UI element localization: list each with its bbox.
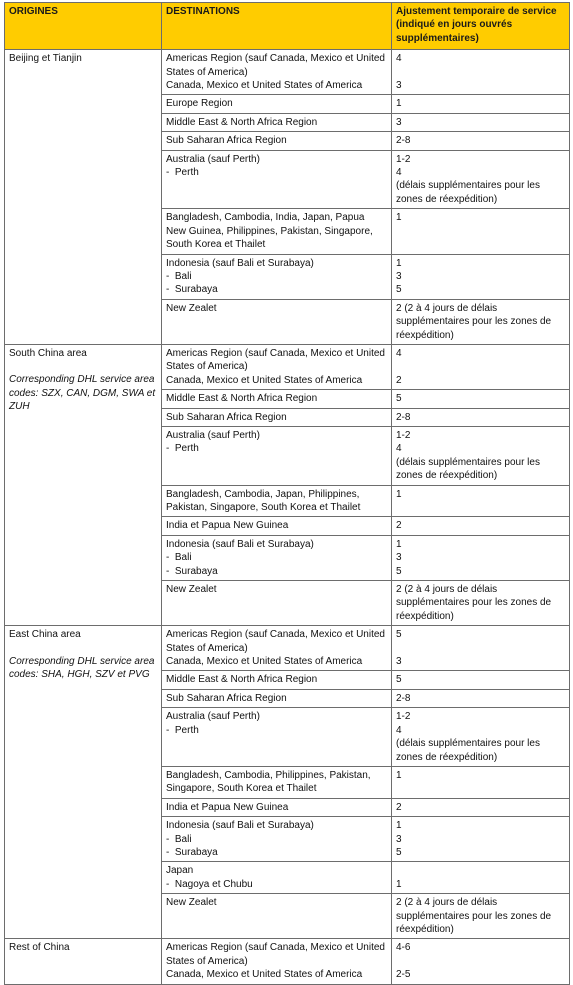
adjustment-cell	[392, 254, 570, 299]
adjustment-value: 4	[396, 167, 402, 179]
origin-cell	[5, 50, 162, 345]
table-header-row	[5, 3, 570, 50]
adjustment-value: 2	[396, 801, 402, 813]
adjustment-cell	[392, 344, 570, 389]
adjustment-value	[396, 66, 565, 79]
adjustment-cell	[392, 390, 570, 408]
destination-cell	[162, 95, 392, 113]
adjustment-value: 2	[396, 374, 402, 386]
destination-cell	[162, 671, 392, 689]
adjustment-cell	[392, 894, 570, 939]
adjustment-value: 1	[396, 878, 402, 890]
adjustment-cell	[392, 626, 570, 671]
destination-line: - Perth	[166, 167, 199, 179]
destination-cell	[162, 390, 392, 408]
header-origins: ORIGINES	[5, 3, 162, 50]
adjustment-value: 5	[396, 846, 402, 858]
adjustment-value: 5	[396, 629, 402, 641]
origin-area-codes-note: Corresponding DHL service area codes: SZX, CAN, DGM, SWA et ZUH	[9, 374, 156, 413]
adjustment-value: 1	[396, 538, 402, 550]
adjustment-value: (délais supplémentaires pour les zones de réexpédition)	[396, 180, 543, 205]
adjustment-cell	[392, 862, 570, 894]
destination-line: Sub Saharan Africa Region	[166, 411, 287, 423]
adjustment-cell	[392, 113, 570, 131]
destination-cell	[162, 485, 392, 517]
adjustment-cell	[392, 150, 570, 209]
adjustment-value: 2 (2 à 4 jours de délais supplémentaires pour les zones de réexpédition)	[396, 584, 554, 622]
destination-line: - Surabaya	[166, 846, 218, 858]
destination-line: India et Papua New Guinea	[166, 801, 289, 813]
destination-cell	[162, 50, 392, 95]
adjustment-cell	[392, 50, 570, 95]
table-row	[5, 50, 570, 95]
destination-line: Bangladesh, Cambodia, Philippines, Pakistan, Singapore, South Korea et Thailet	[166, 769, 374, 795]
adjustment-cell	[392, 132, 570, 150]
table-row	[5, 939, 570, 984]
adjustment-cell	[392, 581, 570, 626]
adjustment-value: 4	[396, 724, 402, 736]
adjustment-value: 1	[396, 257, 402, 269]
destination-line: Canada, Mexico et United States of America	[166, 374, 363, 386]
destination-line: Indonesia (sauf Bali et Surabaya)	[166, 538, 314, 550]
destination-cell	[162, 862, 392, 894]
destination-line: Bangladesh, Cambodia, Japan, Philippines, Pakistan, Singapore, South Korea et Thailet	[166, 488, 363, 513]
destination-line: Middle East & North Africa Region	[166, 674, 318, 686]
adjustment-cell	[392, 817, 570, 862]
destination-line: Canada, Mexico et United States of America	[166, 656, 363, 668]
adjustment-value: 1-2	[396, 153, 411, 165]
destination-line: - Bali	[166, 552, 192, 564]
adjustment-value: 3	[396, 552, 402, 564]
destination-cell	[162, 254, 392, 299]
destination-cell	[162, 426, 392, 485]
origin-cell	[5, 626, 162, 939]
adjustment-cell	[392, 517, 570, 535]
adjustment-value: 1	[396, 212, 402, 224]
destination-line: - Nagoya et Chubu	[166, 878, 253, 890]
destination-cell	[162, 535, 392, 580]
adjustment-value: 3	[396, 656, 402, 668]
adjustment-value: 1	[396, 488, 402, 500]
adjustment-cell	[392, 939, 570, 984]
destination-line: Indonesia (sauf Bali et Surabaya)	[166, 257, 314, 269]
adjustment-value: 1-2	[396, 711, 411, 723]
origin-cell	[5, 939, 162, 984]
adjustment-value: 5	[396, 393, 402, 405]
destination-cell	[162, 798, 392, 816]
destination-line: Canada, Mexico et United States of America	[166, 80, 363, 92]
table-body	[5, 50, 570, 984]
adjustment-value: 2-5	[396, 969, 411, 981]
adjustment-value: 4	[396, 53, 402, 65]
header-adjustment: Ajustement temporaire de service (indiqué en jours ouvrés supplémentaires)	[392, 3, 570, 50]
adjustment-cell	[392, 535, 570, 580]
destination-line: Indonesia (sauf Bali et Surabaya)	[166, 820, 314, 832]
adjustment-value	[396, 360, 565, 373]
adjustment-value: 4-6	[396, 942, 411, 954]
adjustment-value: 1	[396, 98, 402, 110]
destination-line: Sub Saharan Africa Region	[166, 692, 287, 704]
adjustment-value: 1	[396, 820, 402, 832]
destination-cell	[162, 209, 392, 254]
destination-cell	[162, 626, 392, 671]
adjustment-cell	[392, 708, 570, 767]
destination-cell	[162, 939, 392, 984]
destination-cell	[162, 894, 392, 939]
destination-cell	[162, 150, 392, 209]
destination-line: New Zealet	[166, 302, 217, 314]
adjustment-value: 5	[396, 565, 402, 577]
adjustment-value: 5	[396, 284, 402, 296]
transit-time-table	[4, 2, 570, 985]
destination-line: Middle East & North Africa Region	[166, 393, 318, 405]
destination-line: Canada, Mexico et United States of America	[166, 969, 363, 981]
destination-line: Americas Region (sauf Canada, Mexico et United States of America)	[166, 629, 388, 654]
adjustment-cell	[392, 766, 570, 798]
destination-line: - Perth	[166, 443, 199, 455]
adjustment-cell	[392, 95, 570, 113]
destination-line: - Bali	[166, 270, 192, 282]
destination-cell	[162, 344, 392, 389]
destination-cell	[162, 113, 392, 131]
destination-cell	[162, 299, 392, 344]
adjustment-value: (délais supplémentaires pour les zones de réexpédition)	[396, 456, 543, 482]
destination-line: Sub Saharan Africa Region	[166, 135, 287, 147]
adjustment-value: 4	[396, 347, 402, 359]
adjustment-value: 1-2	[396, 429, 411, 441]
table-row	[5, 344, 570, 389]
adjustment-cell	[392, 299, 570, 344]
origin-area-codes-note: Corresponding DHL service area codes: SHA, HGH, SZV et PVG	[9, 655, 155, 681]
adjustment-value: 3	[396, 833, 402, 845]
adjustment-value	[396, 955, 565, 968]
origin-name: South China area	[9, 347, 87, 359]
destination-line: - Surabaya	[166, 284, 218, 296]
destination-line: Middle East & North Africa Region	[166, 116, 318, 128]
destination-cell	[162, 689, 392, 707]
adjustment-value: 2 (2 à 4 jours de délais supplémentaires pour les zones de réexpédition)	[396, 302, 554, 341]
adjustment-value	[396, 642, 565, 655]
adjustment-value: 2-8	[396, 692, 411, 704]
origin-cell	[5, 344, 162, 625]
table-row	[5, 626, 570, 671]
adjustment-cell	[392, 671, 570, 689]
adjustment-value: 3	[396, 80, 402, 92]
destination-cell	[162, 517, 392, 535]
adjustment-value: 2 (2 à 4 jours de délais supplémentaires pour les zones de réexpédition)	[396, 897, 554, 935]
destination-line: Bangladesh, Cambodia, India, Japan, Papua New Guinea, Philippines, Pakistan, Singapore, South Korea et Thailet	[166, 212, 376, 251]
destination-line: India et Papua New Guinea	[166, 520, 289, 532]
destination-cell	[162, 408, 392, 426]
adjustment-cell	[392, 209, 570, 254]
adjustment-value: 2	[396, 520, 402, 532]
adjustment-value: (délais supplémentaires pour les zones de réexpédition)	[396, 738, 543, 763]
destination-cell	[162, 766, 392, 798]
destination-line: Americas Region (sauf Canada, Mexico et United States of America)	[166, 347, 388, 373]
adjustment-value: 1	[396, 769, 402, 781]
destination-line: Australia (sauf Perth)	[166, 153, 260, 165]
adjustment-cell	[392, 689, 570, 707]
destination-line: Australia (sauf Perth)	[166, 429, 260, 441]
adjustment-value: 3	[396, 270, 402, 282]
destination-cell	[162, 581, 392, 626]
adjustment-cell	[392, 426, 570, 485]
adjustment-cell	[392, 485, 570, 517]
adjustment-value: 4	[396, 443, 402, 455]
destination-line: New Zealet	[166, 584, 217, 596]
destination-cell	[162, 817, 392, 862]
adjustment-value: 5	[396, 674, 402, 686]
adjustment-cell	[392, 408, 570, 426]
destination-line: - Bali	[166, 833, 192, 845]
destination-line: - Perth	[166, 724, 199, 736]
destination-line: Americas Region (sauf Canada, Mexico et United States of America)	[166, 942, 388, 967]
adjustment-value: 2-8	[396, 135, 411, 147]
adjustment-value: 3	[396, 116, 402, 128]
destination-line: New Zealet	[166, 897, 217, 909]
destination-line: Americas Region (sauf Canada, Mexico et United States of America)	[166, 53, 388, 78]
header-destinations: DESTINATIONS	[162, 3, 392, 50]
adjustment-value: 2-8	[396, 411, 411, 423]
destination-line: Europe Region	[166, 98, 233, 110]
destination-line: Australia (sauf Perth)	[166, 711, 260, 723]
adjustment-value	[396, 864, 565, 877]
origin-name: Rest of China	[9, 942, 70, 954]
adjustment-cell	[392, 798, 570, 816]
destination-cell	[162, 708, 392, 767]
destination-line: - Surabaya	[166, 565, 218, 577]
destination-cell	[162, 132, 392, 150]
destination-line: Japan	[166, 865, 194, 877]
origin-name: East China area	[9, 629, 81, 641]
origin-name: Beijing et Tianjin	[9, 53, 82, 65]
